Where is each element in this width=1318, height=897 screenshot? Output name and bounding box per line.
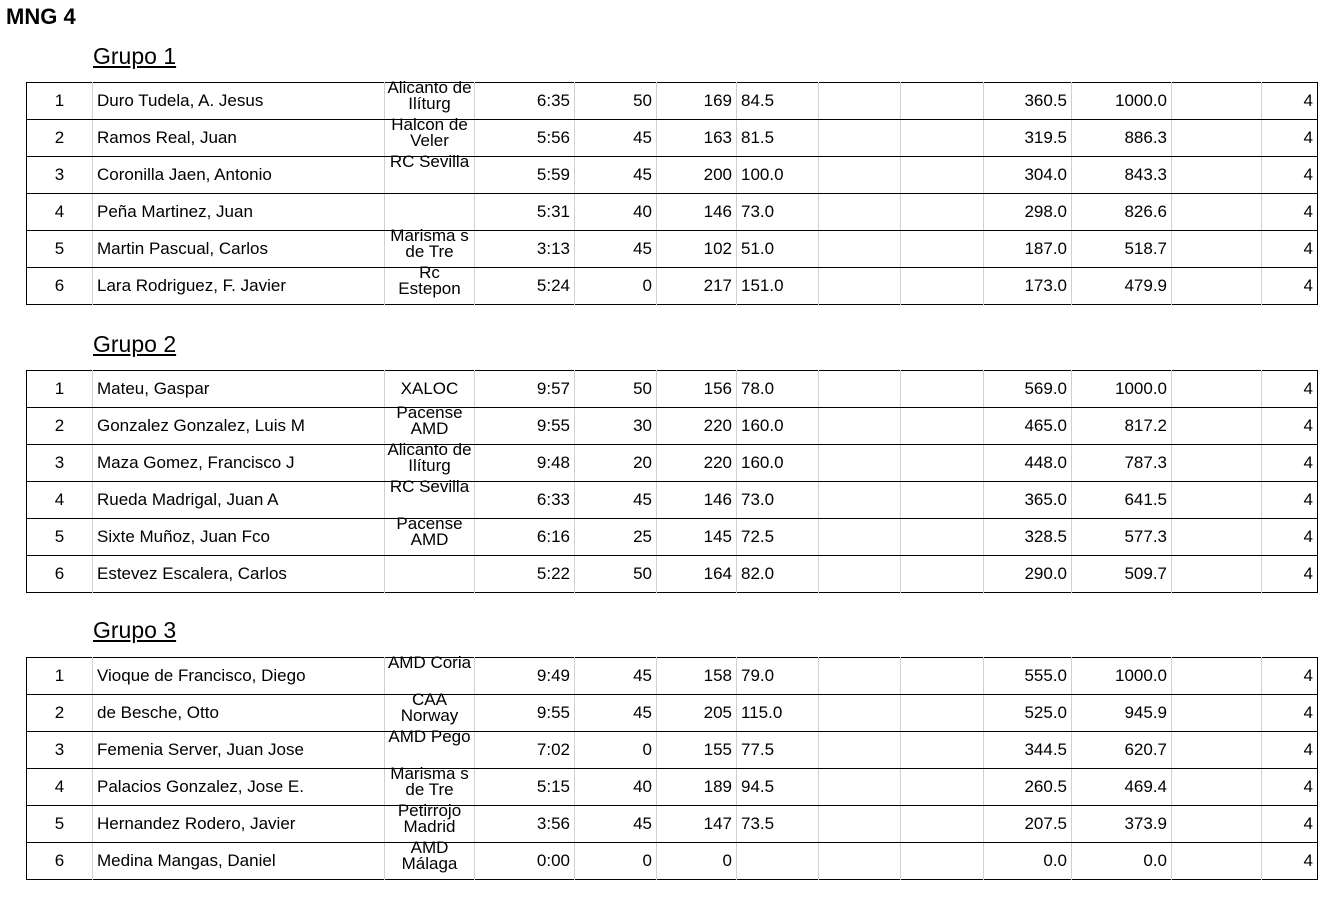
cell-col-9: 4 <box>1262 371 1318 408</box>
cell-col-3: 151.0 <box>737 268 819 305</box>
cell-col-3: 72.5 <box>737 519 819 556</box>
cell-col-3: 115.0 <box>737 695 819 732</box>
cell-col-9: 4 <box>1262 482 1318 519</box>
club-label: AMD Coria <box>387 653 472 672</box>
cell-col-1: 0 <box>575 843 657 880</box>
cell-col-8 <box>1172 371 1262 408</box>
cell-col-5 <box>901 482 984 519</box>
cell-col-1: 0 <box>575 732 657 769</box>
cell-col-3: 82.0 <box>737 556 819 593</box>
cell-col-9: 4 <box>1262 445 1318 482</box>
club-label: Alicanto de Ilíturg <box>387 440 472 475</box>
cell-col-3: 73.0 <box>737 194 819 231</box>
page-title: MNG 4 <box>6 4 76 29</box>
cell-col-9: 4 <box>1262 732 1318 769</box>
cell-col-2: 220 <box>657 408 737 445</box>
cell-name: Estevez Escalera, Carlos <box>93 556 385 593</box>
table-row <box>27 556 1318 593</box>
cell-col-5 <box>901 371 984 408</box>
cell-col-8 <box>1172 408 1262 445</box>
cell-col-2: 164 <box>657 556 737 593</box>
table-row <box>27 519 1318 556</box>
cell-col-8 <box>1172 120 1262 157</box>
table-row <box>27 806 1318 843</box>
club-label: Marisma s de Tre <box>390 226 469 261</box>
cell-col-8 <box>1172 445 1262 482</box>
cell-name: Duro Tudela, A. Jesus <box>93 83 385 120</box>
cell-col-5 <box>901 83 984 120</box>
cell-name: Vioque de Francisco, Diego <box>93 658 385 695</box>
cell-club <box>385 727 475 769</box>
cell-col-1: 45 <box>575 695 657 732</box>
cell-col-6: 448.0 <box>984 445 1072 482</box>
cell-col-7: 641.5 <box>1072 482 1172 519</box>
cell-col-4 <box>819 231 901 268</box>
cell-club <box>385 226 475 268</box>
cell-col-5 <box>901 519 984 556</box>
results-table-group-1 <box>26 78 1318 305</box>
cell-name: Mateu, Gaspar <box>93 371 385 408</box>
club-label: Rc Estepon <box>398 263 461 298</box>
cell-col-6: 290.0 <box>984 556 1072 593</box>
cell-name: Medina Mangas, Daniel <box>93 843 385 880</box>
cell-col-4 <box>819 83 901 120</box>
cell-col-7: 577.3 <box>1072 519 1172 556</box>
club-label: CAA Norway <box>400 690 459 725</box>
cell-position: 1 <box>27 83 93 120</box>
cell-position: 4 <box>27 194 93 231</box>
cell-name: Ramos Real, Juan <box>93 120 385 157</box>
cell-col-2: 0 <box>657 843 737 880</box>
cell-time: 5:59 <box>475 157 575 194</box>
cell-col-6: 260.5 <box>984 769 1072 806</box>
cell-col-3: 51.0 <box>737 231 819 268</box>
cell-time: 0:00 <box>475 843 575 880</box>
cell-position: 4 <box>27 482 93 519</box>
cell-col-9: 4 <box>1303 276 1313 295</box>
cell-col-2: 155 <box>657 732 737 769</box>
cell-col-1: 45 <box>575 806 657 843</box>
cell-name: Femenia Server, Juan Jose <box>93 732 385 769</box>
cell-col-5 <box>901 769 984 806</box>
cell-col-5 <box>901 231 984 268</box>
cell-col-9: 4 <box>1262 157 1318 194</box>
cell-col-2: 146 <box>657 194 737 231</box>
cell-position: 6 <box>27 268 93 305</box>
cell-col-6: 555.0 <box>984 658 1072 695</box>
cell-position: 6 <box>27 556 93 593</box>
cell-position: 5 <box>27 231 93 268</box>
cell-col-9: 4 <box>1262 194 1318 231</box>
cell-col-1: 45 <box>575 482 657 519</box>
club-label: Petirrojo Madrid <box>397 801 462 836</box>
cell-club <box>385 690 475 732</box>
cell-club <box>385 477 475 519</box>
cell-position: 3 <box>27 445 93 482</box>
cell-col-6: 344.5 <box>984 732 1072 769</box>
cell-col-1: 50 <box>575 83 657 120</box>
cell-col-9: 4 <box>1262 120 1318 157</box>
cell-name: Hernandez Rodero, Javier <box>93 806 385 843</box>
cell-time: 5:22 <box>475 556 575 593</box>
cell-col-7: 817.2 <box>1072 408 1172 445</box>
cell-col-8 <box>1172 732 1262 769</box>
cell-col-4 <box>819 157 901 194</box>
cell-position: 3 <box>27 157 93 194</box>
results-table-group-2 <box>26 370 1318 593</box>
cell-col-4 <box>819 732 901 769</box>
table-row <box>27 769 1318 806</box>
cell-club <box>385 78 475 120</box>
cell-col-4 <box>819 769 901 806</box>
cell-col-8 <box>1172 482 1262 519</box>
cell-club <box>385 194 475 231</box>
cell-col-4 <box>819 806 901 843</box>
cell-name: Peña Martinez, Juan <box>93 194 385 231</box>
cell-col-9: 4 <box>1262 231 1318 268</box>
cell-col-5 <box>901 157 984 194</box>
cell-position: 5 <box>27 806 93 843</box>
cell-col-7: 1000.0 <box>1072 371 1172 408</box>
cell-club <box>385 115 475 157</box>
cell-col-3: 77.5 <box>737 732 819 769</box>
cell-col-4 <box>819 658 901 695</box>
cell-col-2: 102 <box>657 231 737 268</box>
cell-col-7: 886.3 <box>1072 120 1172 157</box>
cell-col-8 <box>1172 556 1262 593</box>
cell-col-2: 217 <box>657 268 737 305</box>
cell-col-8 <box>1172 843 1262 880</box>
cell-col-2: 145 <box>657 519 737 556</box>
cell-club <box>385 152 475 194</box>
group-title-3: Grupo 3 <box>93 617 177 643</box>
cell-club <box>385 653 475 695</box>
cell-col-5 <box>901 556 984 593</box>
cell-col-5 <box>901 732 984 769</box>
cell-time: 3:56 <box>475 806 575 843</box>
cell-name: Palacios Gonzalez, Jose E. <box>93 769 385 806</box>
cell-col-6: 465.0 <box>984 408 1072 445</box>
cell-col-9: 4 <box>1262 658 1318 695</box>
cell-col-5 <box>901 806 984 843</box>
table-row <box>27 445 1318 482</box>
cell-col-6: 365.0 <box>984 482 1072 519</box>
cell-position: 2 <box>27 120 93 157</box>
group-title-2: Grupo 2 <box>93 331 177 357</box>
cell-col-7: 0.0 <box>1072 843 1172 880</box>
cell-col-1: 50 <box>575 556 657 593</box>
table-row <box>27 658 1318 695</box>
cell-position: 2 <box>27 408 93 445</box>
cell-col-3: 73.5 <box>737 806 819 843</box>
cell-col-9: 4 <box>1303 851 1313 870</box>
club-label: XALOC <box>400 379 459 398</box>
cell-time: 7:02 <box>475 732 575 769</box>
cell-col-8 <box>1172 83 1262 120</box>
cell-col-2: 147 <box>657 806 737 843</box>
cell-position: 4 <box>27 769 93 806</box>
cell-col-3 <box>737 843 819 880</box>
cell-col-3: 100.0 <box>737 157 819 194</box>
cell-col-4 <box>819 371 901 408</box>
cell-col-4 <box>819 843 901 880</box>
cell-col-9: 4 <box>1303 564 1313 583</box>
cell-col-4 <box>819 194 901 231</box>
cell-time: 5:24 <box>475 268 575 305</box>
club-label: AMD Málaga <box>401 838 458 873</box>
cell-col-2: 189 <box>657 769 737 806</box>
cell-col-7: 826.6 <box>1072 194 1172 231</box>
table-row <box>27 695 1318 732</box>
cell-col-6: 187.0 <box>984 231 1072 268</box>
cell-col-7: 1000.0 <box>1072 658 1172 695</box>
cell-col-7: 945.9 <box>1072 695 1172 732</box>
cell-col-8 <box>1172 769 1262 806</box>
cell-col-8 <box>1172 806 1262 843</box>
cell-club <box>385 371 475 408</box>
cell-name: Coronilla Jaen, Antonio <box>93 157 385 194</box>
cell-time: 5:15 <box>475 769 575 806</box>
cell-position: 6 <box>27 843 93 880</box>
club-label: RC Sevilla <box>389 152 470 171</box>
cell-col-3: 160.0 <box>737 445 819 482</box>
cell-col-5 <box>901 194 984 231</box>
cell-col-5 <box>901 843 984 880</box>
cell-col-7: 469.4 <box>1072 769 1172 806</box>
cell-col-1: 20 <box>575 445 657 482</box>
results-table-group-3 <box>26 653 1318 880</box>
table-row <box>27 231 1318 268</box>
cell-col-5 <box>901 120 984 157</box>
cell-col-3: 79.0 <box>737 658 819 695</box>
cell-col-8 <box>1172 157 1262 194</box>
cell-col-1: 45 <box>575 231 657 268</box>
cell-club <box>385 263 475 305</box>
cell-col-1: 45 <box>575 658 657 695</box>
cell-col-2: 200 <box>657 157 737 194</box>
cell-col-4 <box>819 268 901 305</box>
cell-col-6: 207.5 <box>984 806 1072 843</box>
cell-col-8 <box>1172 231 1262 268</box>
cell-club <box>385 514 475 556</box>
table-row <box>27 83 1318 120</box>
cell-col-8 <box>1172 658 1262 695</box>
cell-name: Gonzalez Gonzalez, Luis M <box>93 408 385 445</box>
cell-name: de Besche, Otto <box>93 695 385 732</box>
cell-col-6: 360.5 <box>984 83 1072 120</box>
cell-time: 3:13 <box>475 231 575 268</box>
cell-col-9: 4 <box>1262 806 1318 843</box>
cell-col-2: 158 <box>657 658 737 695</box>
cell-col-5 <box>901 445 984 482</box>
cell-time: 6:35 <box>475 83 575 120</box>
cell-col-4 <box>819 482 901 519</box>
cell-col-5 <box>901 695 984 732</box>
cell-name: Sixte Muñoz, Juan Fco <box>93 519 385 556</box>
cell-time: 5:31 <box>475 194 575 231</box>
cell-col-4 <box>819 408 901 445</box>
cell-col-6: 569.0 <box>984 371 1072 408</box>
cell-col-1: 25 <box>575 519 657 556</box>
table-row <box>27 157 1318 194</box>
cell-time: 9:48 <box>475 445 575 482</box>
cell-col-8 <box>1172 268 1262 305</box>
cell-time: 6:16 <box>475 519 575 556</box>
cell-position: 3 <box>27 732 93 769</box>
club-label: Halcon de Veler <box>391 115 468 150</box>
table-row <box>27 482 1318 519</box>
cell-col-6: 319.5 <box>984 120 1072 157</box>
club-label: Alicanto de Ilíturg <box>387 78 472 113</box>
cell-col-6: 173.0 <box>984 268 1072 305</box>
cell-col-1: 45 <box>575 120 657 157</box>
cell-col-2: 205 <box>657 695 737 732</box>
cell-col-2: 220 <box>657 445 737 482</box>
cell-col-3: 73.0 <box>737 482 819 519</box>
cell-col-6: 298.0 <box>984 194 1072 231</box>
cell-club <box>385 764 475 806</box>
club-label: Pacense AMD <box>396 403 463 438</box>
cell-position: 1 <box>27 658 93 695</box>
cell-time: 6:33 <box>475 482 575 519</box>
cell-col-9: 4 <box>1262 83 1318 120</box>
cell-position: 2 <box>27 695 93 732</box>
table-row <box>27 843 1318 880</box>
cell-col-6: 0.0 <box>984 843 1072 880</box>
cell-col-4 <box>819 120 901 157</box>
cell-col-4 <box>819 445 901 482</box>
cell-name: Maza Gomez, Francisco J <box>93 445 385 482</box>
cell-col-2: 169 <box>657 83 737 120</box>
cell-time: 5:56 <box>475 120 575 157</box>
cell-col-6: 328.5 <box>984 519 1072 556</box>
cell-col-4 <box>819 695 901 732</box>
cell-col-1: 0 <box>575 268 657 305</box>
table-row <box>27 371 1318 408</box>
cell-col-9: 4 <box>1262 769 1318 806</box>
cell-club <box>385 440 475 482</box>
cell-name: Lara Rodriguez, F. Javier <box>93 268 385 305</box>
club-label: Marisma s de Tre <box>390 764 469 799</box>
cell-col-5 <box>901 408 984 445</box>
cell-col-6: 525.0 <box>984 695 1072 732</box>
cell-col-2: 146 <box>657 482 737 519</box>
cell-col-8 <box>1172 194 1262 231</box>
cell-time: 9:57 <box>475 371 575 408</box>
cell-position: 1 <box>27 371 93 408</box>
cell-col-3: 78.0 <box>737 371 819 408</box>
cell-col-8 <box>1172 519 1262 556</box>
cell-col-1: 50 <box>575 371 657 408</box>
table-row <box>27 732 1318 769</box>
cell-col-7: 373.9 <box>1072 806 1172 843</box>
cell-club <box>385 838 475 880</box>
cell-time: 9:49 <box>475 658 575 695</box>
cell-col-7: 787.3 <box>1072 445 1172 482</box>
cell-club <box>385 556 475 593</box>
group-title-1: Grupo 1 <box>93 43 177 69</box>
cell-col-6: 304.0 <box>984 157 1072 194</box>
cell-col-3: 81.5 <box>737 120 819 157</box>
cell-col-8 <box>1172 695 1262 732</box>
cell-col-9: 4 <box>1262 408 1318 445</box>
cell-time: 9:55 <box>475 695 575 732</box>
cell-col-7: 509.7 <box>1072 556 1172 593</box>
cell-club <box>385 801 475 843</box>
cell-col-9: 4 <box>1262 695 1318 732</box>
cell-name: Martin Pascual, Carlos <box>93 231 385 268</box>
cell-col-4 <box>819 519 901 556</box>
cell-position: 5 <box>27 519 93 556</box>
cell-col-5 <box>901 658 984 695</box>
cell-club <box>385 403 475 445</box>
cell-col-2: 156 <box>657 371 737 408</box>
cell-col-4 <box>819 556 901 593</box>
cell-col-1: 40 <box>575 769 657 806</box>
cell-col-7: 518.7 <box>1072 231 1172 268</box>
club-label: RC Sevilla <box>389 477 470 496</box>
table-row <box>27 268 1318 305</box>
table-row <box>27 194 1318 231</box>
cell-col-1: 45 <box>575 157 657 194</box>
cell-time: 9:55 <box>475 408 575 445</box>
cell-col-3: 160.0 <box>737 408 819 445</box>
cell-col-9: 4 <box>1262 519 1318 556</box>
cell-col-7: 479.9 <box>1072 268 1172 305</box>
cell-name: Rueda Madrigal, Juan A <box>93 482 385 519</box>
cell-col-7: 620.7 <box>1072 732 1172 769</box>
club-label: AMD Pego <box>388 727 471 746</box>
cell-col-7: 1000.0 <box>1072 83 1172 120</box>
cell-col-3: 94.5 <box>737 769 819 806</box>
club-label: Pacense AMD <box>396 514 463 549</box>
cell-col-1: 40 <box>575 194 657 231</box>
cell-col-7: 843.3 <box>1072 157 1172 194</box>
table-row <box>27 120 1318 157</box>
cell-col-3: 84.5 <box>737 83 819 120</box>
cell-col-1: 30 <box>575 408 657 445</box>
cell-col-2: 163 <box>657 120 737 157</box>
table-row <box>27 408 1318 445</box>
cell-col-5 <box>901 268 984 305</box>
